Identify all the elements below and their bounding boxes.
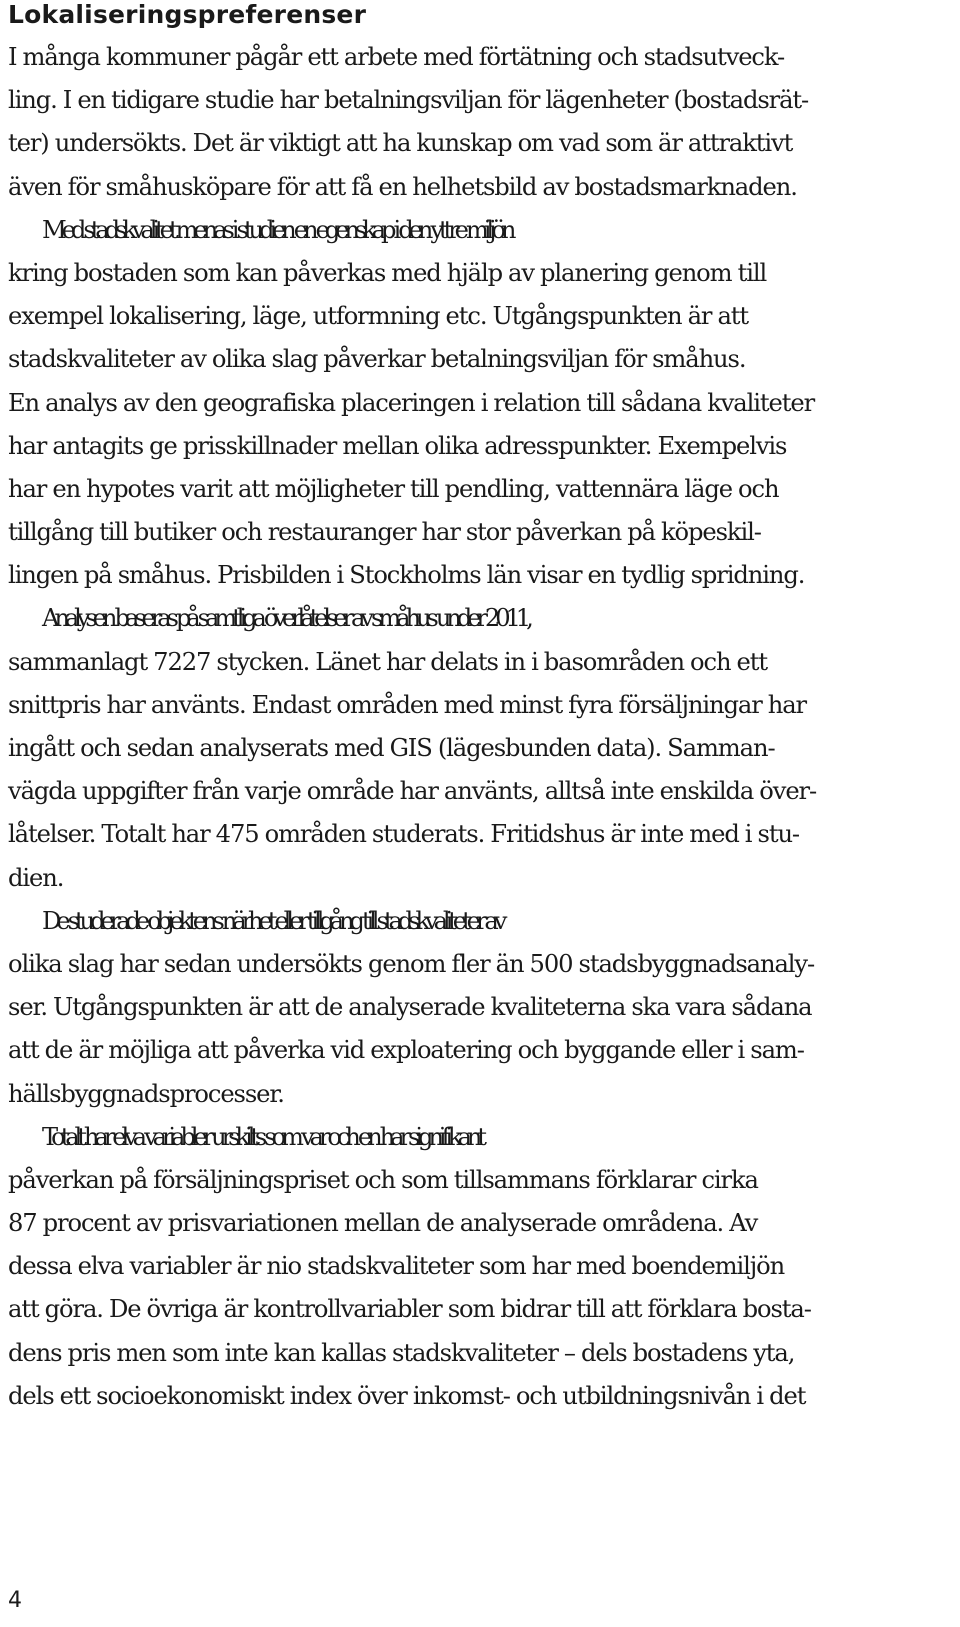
- text-line: Totalt har elva variabler urskilts som var och en har signifikant: [42, 1122, 482, 1151]
- text-line: Analysen baseras på samtliga överlåtelser av småhus under 2011,: [42, 604, 529, 633]
- text-line: även för småhusköpare för att få en helhetsbild av bostadsmarknaden.: [8, 172, 797, 201]
- text-line: Med stadskvalitet menas i studien en egenskap i den yttre miljön: [42, 215, 512, 244]
- text-line: har en hypotes varit att möjligheter till pendling, vattennära läge och: [8, 474, 779, 503]
- text-line: ter) undersökts. Det är viktigt att ha kunskap om vad som är attraktivt: [8, 129, 793, 158]
- text-line: ser. Utgångspunkten är att de analyserade kvaliteterna ska vara sådana: [8, 993, 812, 1022]
- text-line: kring bostaden som kan påverkas med hjälp av planering genom till: [8, 258, 767, 287]
- text-line: stadskvaliteter av olika slag påverkar betalningsviljan för småhus.: [8, 345, 746, 374]
- text-line: dessa elva variabler är nio stadskvaliteter som har med boendemiljön: [8, 1252, 785, 1281]
- text-line: ling. I en tidigare studie har betalningsviljan för lägenheter (bostadsrät-: [8, 86, 809, 115]
- text-line: dels ett socioekonomiskt index över inkomst- och utbildningsnivån i det: [8, 1381, 806, 1410]
- text-line: olika slag har sedan undersökts genom fler än 500 stadsbyggnadsanaly-: [8, 949, 815, 978]
- page-content: [8, 0, 952, 1418]
- text-line: 87 procent av prisvariationen mellan de analyserade områdena. Av: [8, 1209, 758, 1238]
- text-line: snittpris har använts. Endast områden med minst fyra försäljningar har: [8, 690, 807, 719]
- text-line: påverkan på försäljningspriset och som tillsammans förklarar cirka: [8, 1165, 758, 1194]
- text-line: vägda uppgifter från varje område har använts, alltså inte enskilda över-: [8, 777, 817, 806]
- text-line: tillgång till butiker och restauranger har stor påverkan på köpeskil-: [8, 518, 761, 547]
- text-line: dien.: [8, 863, 64, 892]
- text-line: lingen på småhus. Prisbilden i Stockholms län visar en tydlig spridning.: [8, 561, 805, 590]
- text-line: låtelser. Totalt har 475 områden studerats. Fritidshus är inte med i stu-: [8, 820, 800, 849]
- text-line: har antagits ge prisskillnader mellan olika adresspunkter. Exempelvis: [8, 431, 787, 460]
- page-number: 4: [8, 1588, 22, 1613]
- text-line: hällsbyggnadsprocesser.: [8, 1079, 284, 1108]
- text-line: sammanlagt 7227 stycken. Länet har delats in i basområden och ett: [8, 647, 767, 676]
- body-text: [8, 36, 952, 1418]
- text-line: exempel lokalisering, läge, utformning etc. Utgångspunkten är att: [8, 302, 749, 331]
- text-line: att de är möjliga att påverka vid exploatering och byggande eller i sam-: [8, 1036, 804, 1065]
- text-line: En analys av den geografiska placeringen i relation till sådana kvaliteter: [8, 388, 815, 417]
- text-line: att göra. De övriga är kontrollvariabler som bidrar till att förklara bosta-: [8, 1295, 811, 1324]
- text-line: ingått och sedan analyserats med GIS (lägesbunden data). Samman-: [8, 734, 775, 762]
- text-line: De studerade objektens närhet eller tillgång till stadskvaliteter av: [42, 906, 503, 935]
- text-line: dens pris men som inte kan kallas stadskvaliteter – dels bostadens yta,: [8, 1338, 795, 1367]
- text-line: I många kommuner pågår ett arbete med förtätning och stadsutveck-: [8, 43, 785, 71]
- section-heading: Lokaliseringspreferenser: [8, 0, 367, 29]
